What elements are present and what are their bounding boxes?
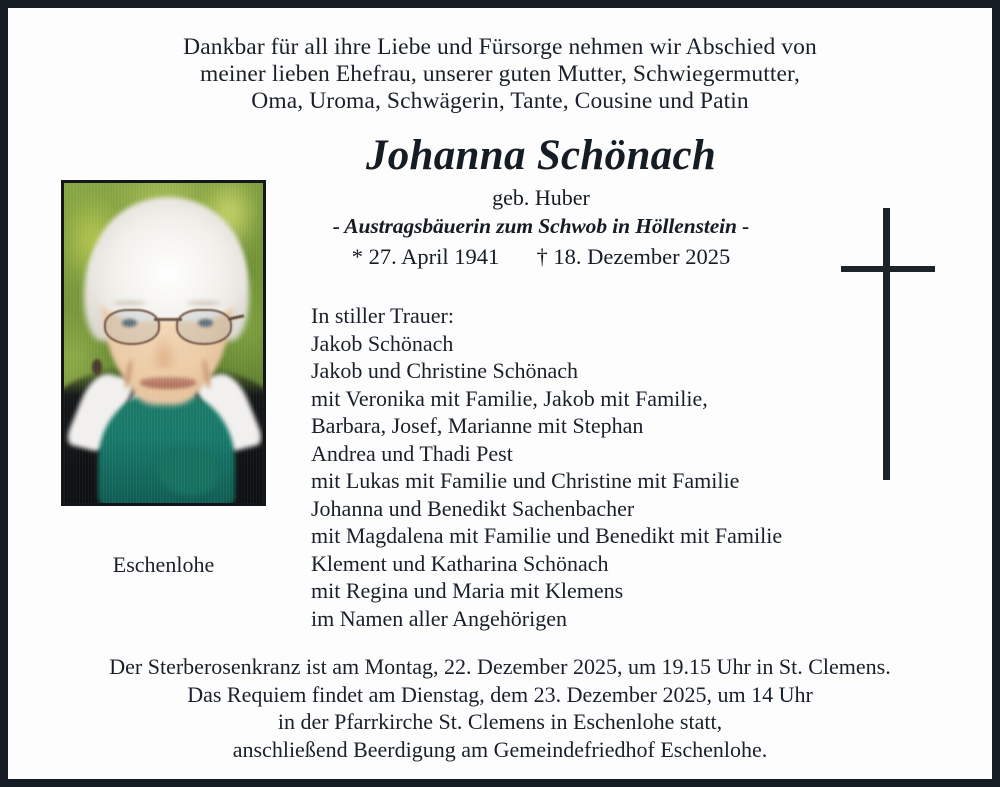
service-details — [8, 653, 992, 763]
service-line: anschließend Beerdigung am Gemeindefriedhof Eschenlohe. — [232, 736, 768, 762]
mourners-line: im Namen aller Angehörigen — [311, 605, 567, 631]
photo-glasses-bridge — [154, 318, 182, 321]
portrait-canvas — [64, 183, 263, 503]
portrait-photo — [61, 180, 266, 506]
mourners-list — [311, 302, 911, 632]
mourners-line: Barbara, Josef, Marianne mit Stephan — [311, 413, 644, 438]
photo-eyebrow-right — [187, 301, 221, 305]
intro-line-1: Dankbar für all ihre Liebe und Fürsorge nehmen wir Abschied von — [183, 34, 817, 60]
photo-caption: Eschenlohe — [112, 552, 215, 577]
birth-date: 27. April 1941 — [368, 244, 500, 269]
maiden-name: geb. Huber — [492, 185, 590, 210]
frame-border-left — [0, 0, 8, 787]
mourners-line: mit Regina und Maria mit Klemens — [311, 578, 624, 603]
mourners-line: Jakob Schönach — [311, 330, 454, 356]
notice-body — [8, 8, 992, 779]
mourners-line: mit Magdalena mit Familie und Benedikt mit Familie — [311, 523, 783, 548]
photo-eyebrow-left — [112, 301, 146, 305]
frame-border-right — [992, 0, 1000, 787]
frame-border-top — [0, 0, 1000, 8]
mourners-line: mit Lukas mit Familie und Christine mit Familie — [311, 468, 740, 493]
name-block — [256, 130, 826, 272]
life-dates — [256, 241, 826, 272]
intro-text — [8, 34, 992, 115]
intro-line-2: meiner lieben Ehefrau, unserer guten Mutter, Schwiegermutter, — [200, 61, 800, 87]
service-line: Das Requiem findet am Dienstag, dem 23. Dezember 2025, um 14 Uhr — [187, 681, 813, 707]
photo-nose — [150, 335, 178, 369]
mourners-line: Andrea und Thadi Pest — [311, 440, 513, 466]
birth-symbol: * — [351, 244, 364, 269]
mourners-line: Jakob und Christine Schönach — [311, 358, 579, 383]
mourners-line: Klement und Katharina Schönach — [311, 550, 609, 576]
epithet: - Austragsbäuerin zum Schwob in Höllenstein - — [332, 214, 750, 238]
intro-line-3: Oma, Uroma, Schwägerin, Tante, Cousine und Patin — [251, 88, 749, 114]
mourners-line: Johanna und Benedikt Sachenbacher — [311, 495, 635, 521]
service-line: Der Sterberosenkranz ist am Montag, 22. Dezember 2025, um 19.15 Uhr in St. Clemens. — [109, 654, 891, 679]
deceased-name: Johanna Schönach — [365, 132, 717, 179]
death-date: 18. Dezember 2025 — [553, 244, 731, 269]
frame-border-bottom — [0, 779, 1000, 787]
mourners-line: mit Veronika mit Familie, Jakob mit Familie, — [311, 385, 708, 411]
service-line: in der Pfarrkirche St. Clemens in Eschenlohe statt, — [277, 709, 723, 734]
death-symbol: † — [536, 244, 548, 269]
photo-mouth — [140, 377, 196, 389]
photo-glasses-lens-right — [176, 309, 232, 345]
photo-earring — [92, 359, 102, 375]
mourners-line: In stiller Trauer: — [311, 303, 454, 328]
cross-horizontal-bar — [841, 266, 935, 272]
